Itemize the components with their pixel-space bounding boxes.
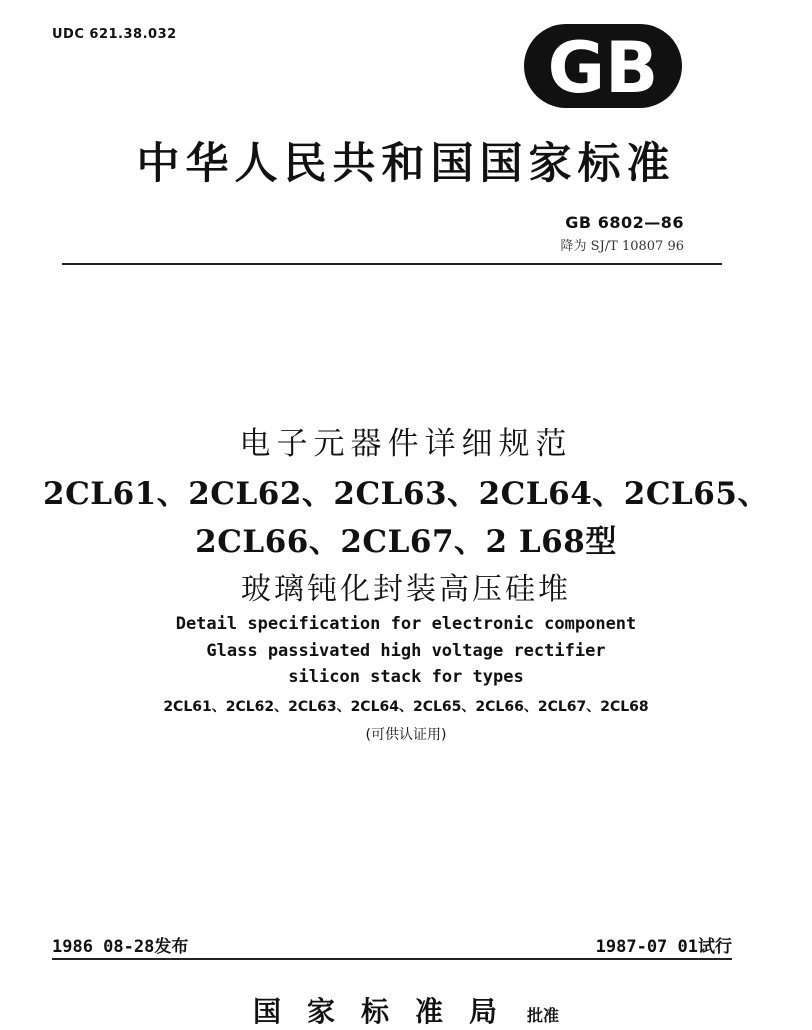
gb-logo-text: GB	[547, 27, 659, 109]
certification-note: (可供认证用)	[365, 727, 447, 743]
gb-logo	[522, 22, 684, 110]
implementation-date: 1987-07 01试行	[595, 937, 732, 957]
national-standard-title: 中华人民共和国国家标准	[136, 139, 676, 189]
issuer-action: 批准	[527, 1006, 560, 1025]
types-line-2: 2CL66、2CL67、2 L68型	[195, 524, 617, 560]
footer-divider	[52, 958, 732, 960]
standard-number: GB 6802—86	[565, 213, 684, 232]
header-divider	[62, 263, 722, 265]
issue-date: 1986 08-28发布	[52, 937, 189, 957]
replacement-note: 降为 SJ/T 10807 96	[560, 239, 684, 254]
subtitle-chinese: 玻璃钝化封装高压硅堆	[241, 572, 571, 607]
title-english-line-1: Detail specification for electronic component	[175, 614, 637, 634]
title-english-types: 2CL61、2CL62、2CL63、2CL64、2CL65、2CL66、2CL67、2CL68	[163, 699, 649, 715]
title-english-line-3: silicon stack for types	[288, 667, 524, 687]
issuer-name: 国家标准局	[252, 995, 523, 1028]
title-english-line-2: Glass passivated high voltage rectifier	[206, 641, 606, 661]
issuer-line	[0, 990, 812, 1030]
title-chinese: 电子元器件详细规范	[239, 426, 573, 462]
udc-code: UDC 621.38.032	[52, 27, 177, 42]
types-line-1: 2CL61、2CL62、2CL63、2CL64、2CL65、	[43, 476, 769, 512]
